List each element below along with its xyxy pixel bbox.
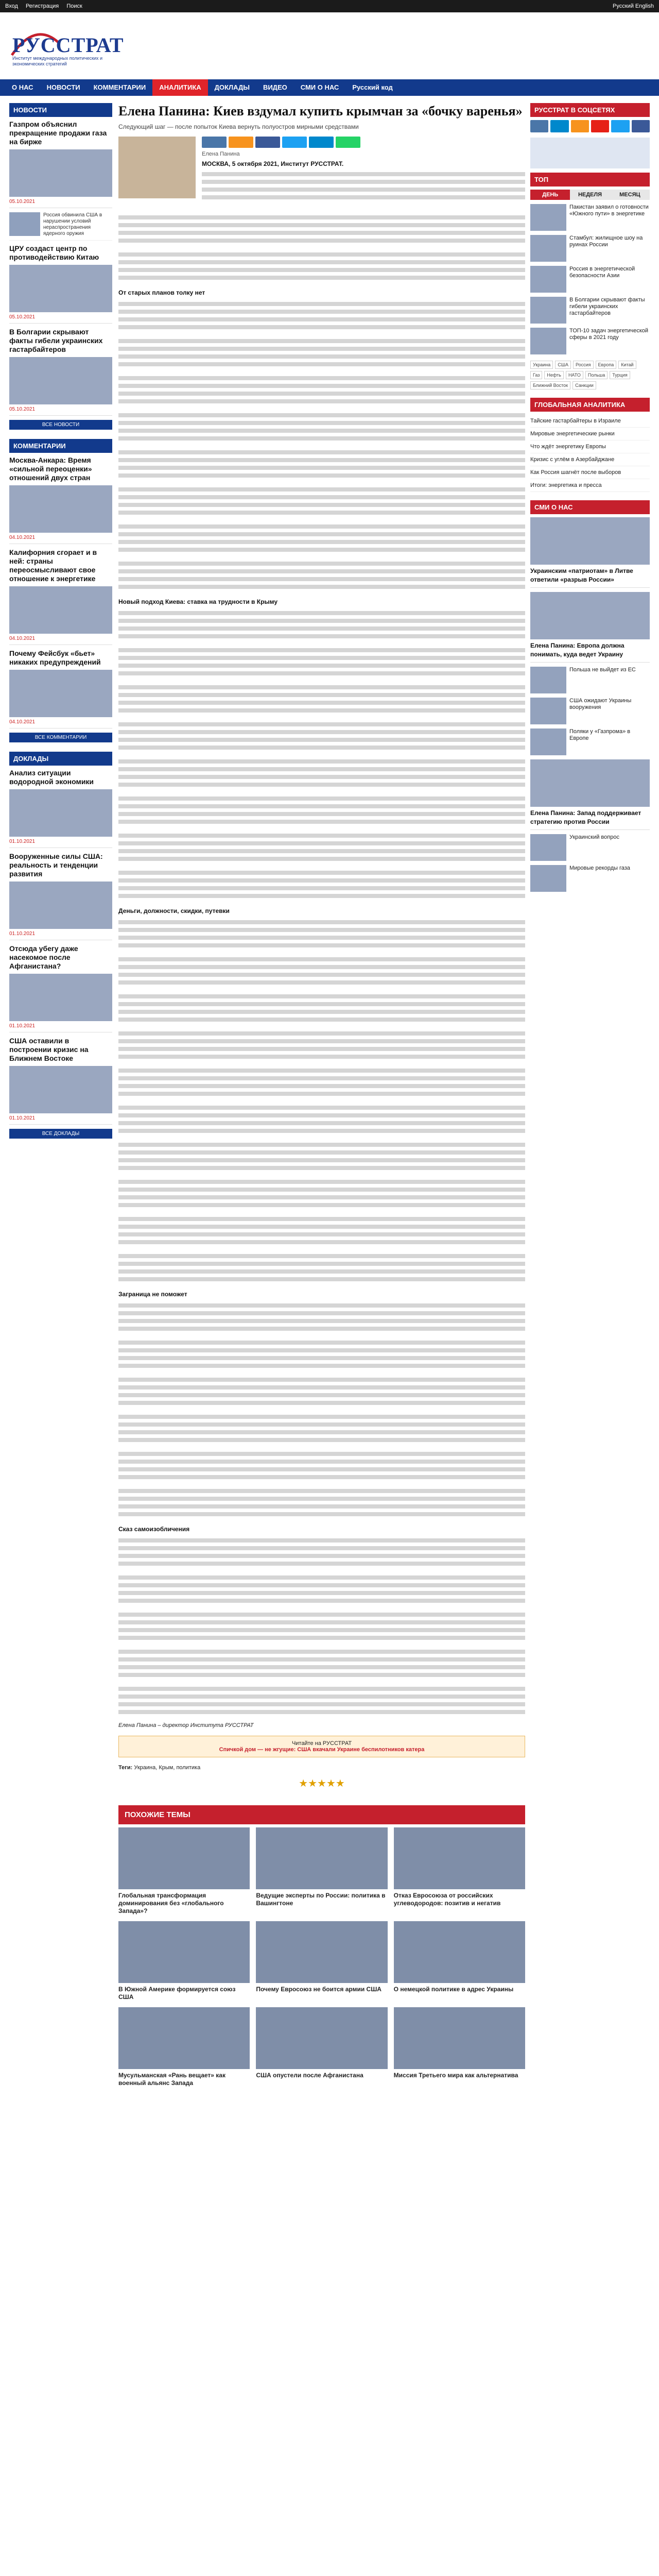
thumbnail	[530, 235, 566, 262]
top-item[interactable]	[530, 204, 650, 231]
left-column	[9, 103, 112, 1148]
tags-label: Теги:	[118, 1765, 133, 1771]
card-title[interactable]: Ведущие эксперты по России: политика в Вашингтоне	[256, 1892, 386, 1907]
nav-analytics[interactable]: АНАЛИТИКА	[152, 79, 207, 96]
news-date: 05.10.2021	[9, 406, 36, 412]
comment-item[interactable]	[9, 649, 112, 728]
news-title[interactable]: Газпром объяснил прекращение продажи газа на бирже	[9, 120, 107, 146]
similar-card[interactable]	[118, 2007, 250, 2087]
author-box	[118, 137, 525, 208]
media-image[interactable]	[530, 759, 650, 807]
tag[interactable]: США	[555, 361, 571, 369]
thumbnail	[530, 698, 566, 724]
tag[interactable]: Нефть	[544, 371, 564, 379]
tab-month[interactable]: МЕСЯЦ	[610, 190, 650, 200]
report-date: 01.10.2021	[9, 1023, 36, 1029]
paragraph	[118, 1030, 525, 1061]
card-title[interactable]: Отказ Евросоюза от российских углеводородов: позитив и негатив	[393, 1892, 501, 1907]
news-date: 05.10.2021	[9, 314, 36, 320]
subheading: От старых планов толку нет	[118, 289, 205, 296]
top-item-title[interactable]: Россия в энергетической безопасности Азии	[569, 266, 635, 279]
top-item-title[interactable]: В Болгарии скрывают факты гибели украинских гастарбайтеров	[569, 297, 645, 316]
top-bar	[0, 0, 659, 12]
telegram-icon[interactable]	[550, 120, 568, 132]
media-item[interactable]	[530, 865, 650, 892]
media-title[interactable]: Украинским «патриотам» в Литве ответили «разрыв России»	[530, 567, 633, 583]
list-item[interactable]: Итоги: энергетика и пресса	[530, 479, 650, 492]
card-image[interactable]	[394, 1921, 525, 1983]
card-image[interactable]	[118, 1827, 250, 1889]
ad-banner[interactable]	[530, 138, 650, 168]
paragraph	[118, 1487, 525, 1518]
news-item[interactable]	[9, 120, 112, 208]
thumbnail	[530, 667, 566, 693]
social-links	[530, 120, 650, 132]
tag[interactable]: НАТО	[566, 371, 583, 379]
paragraph	[118, 486, 525, 517]
card-image[interactable]	[118, 2007, 250, 2069]
news-title[interactable]: В Болгарии скрывают факты гибели украинских гастарбайтеров	[9, 328, 103, 353]
logo[interactable]: РУССТРАТ	[12, 33, 124, 57]
news-item[interactable]	[9, 244, 112, 324]
report-title[interactable]: Отсюда убегу даже насекомое после Афганистана?	[9, 944, 78, 970]
login-link[interactable]: Вход	[5, 3, 18, 9]
twitter-icon[interactable]	[611, 120, 629, 132]
top-item-title[interactable]: Пакистан заявил о готовности «Южного пути» в энергетике	[569, 204, 649, 217]
comment-image[interactable]	[9, 670, 112, 717]
reports-heading[interactable]: ДОКЛАДЫ	[9, 752, 112, 766]
paragraph	[118, 1450, 525, 1481]
tags-list[interactable]: Украина, Крым, политика	[134, 1765, 201, 1771]
card-title[interactable]: Почему Евросоюз не боится армии США	[256, 1986, 381, 1993]
fb-share-icon[interactable]	[255, 137, 280, 148]
nav-russian-code[interactable]: Русский код	[352, 83, 393, 91]
report-image[interactable]	[9, 1066, 112, 1113]
report-title[interactable]: США оставили в построении кризис на Ближнем Востоке	[9, 1037, 89, 1062]
card-image[interactable]	[118, 1921, 250, 1983]
nav-news[interactable]: НОВОСТИ	[46, 83, 80, 91]
language-switch[interactable]: Русский English	[613, 3, 654, 9]
comment-image[interactable]	[9, 485, 112, 533]
signature: Елена Панина – директор Института РУССТРАТ	[118, 1722, 254, 1728]
paragraph	[118, 758, 525, 789]
author-photo	[118, 137, 196, 198]
report-title[interactable]: Вооруженные силы США: реальность и тенденции развития	[9, 852, 103, 878]
paragraph	[118, 684, 525, 715]
similar-card[interactable]	[118, 1921, 250, 2001]
media-title[interactable]: Мировые рекорды газа	[569, 865, 630, 871]
media-heading: СМИ О НАС	[530, 500, 650, 514]
tag[interactable]: Европа	[596, 361, 617, 369]
paragraph	[118, 956, 525, 987]
paragraph	[118, 721, 525, 752]
paragraph	[118, 560, 525, 591]
share-buttons	[202, 137, 525, 148]
paragraph	[118, 214, 525, 245]
thumbnail	[9, 212, 40, 236]
paragraph	[202, 171, 525, 201]
report-image[interactable]	[9, 974, 112, 1021]
paragraph	[118, 449, 525, 480]
subheading: Новый подход Киева: ставка на трудности в Крыму	[118, 598, 278, 605]
thumbnail	[530, 728, 566, 755]
paragraph	[118, 1413, 525, 1444]
paragraph	[118, 375, 525, 405]
card-image[interactable]	[256, 2007, 387, 2069]
paragraph	[118, 1215, 525, 1246]
paragraph	[118, 795, 525, 826]
thumbnail	[530, 328, 566, 354]
nav-comments[interactable]: КОММЕНТАРИИ	[93, 83, 146, 91]
ok-icon[interactable]	[571, 120, 589, 132]
thumbnail	[530, 865, 566, 892]
article	[118, 103, 525, 2087]
media-item[interactable]	[530, 759, 650, 830]
tab-day[interactable]: ДЕНЬ	[530, 190, 570, 200]
top-item[interactable]	[530, 266, 650, 293]
card-title[interactable]: В Южной Америке формируется союз США	[118, 1986, 236, 2001]
similar-grid	[118, 1827, 525, 2087]
tag[interactable]: Польша	[585, 371, 608, 379]
subheading: Заграница не поможет	[118, 1291, 187, 1298]
paragraph	[118, 337, 525, 368]
paragraph	[118, 1685, 525, 1716]
top-item-title[interactable]: Стамбул: жилищное шоу на руинах России	[569, 235, 643, 248]
list-item[interactable]: Как Россия шагнёт после выборов	[530, 466, 650, 479]
card-title[interactable]: Мусульманская «Рань вещает» как военный альянс Запада	[118, 2072, 226, 2087]
nav-video[interactable]: ВИДЕО	[263, 83, 287, 91]
news-title[interactable]: ЦРУ создаст центр по противодействию Китаю	[9, 244, 99, 261]
report-image[interactable]	[9, 882, 112, 929]
similar-card[interactable]	[256, 1921, 387, 2001]
rating-stars[interactable]: ★★★★★	[299, 1778, 345, 1789]
subheading: Деньги, должности, скидки, путевки	[118, 907, 230, 914]
thumbnail	[530, 834, 566, 861]
all-news-button[interactable]: ВСЕ НОВОСТИ	[9, 420, 112, 430]
media-title[interactable]: Елена Панина: Европа должна понимать, куда ведет Украину	[530, 642, 625, 658]
ok-share-icon[interactable]	[229, 137, 253, 148]
similar-section	[118, 1805, 525, 2087]
paragraph	[118, 993, 525, 1024]
report-item[interactable]	[9, 769, 112, 848]
report-item[interactable]	[9, 1037, 112, 1125]
similar-card[interactable]	[256, 1827, 387, 1915]
media-title[interactable]: Поляки у «Газпрома» в Европе	[569, 728, 631, 741]
article-dateline: МОСКВА, 5 октября 2021, Институт РУССТРАТ.	[202, 160, 344, 167]
paragraph	[118, 919, 525, 950]
article-title: Елена Панина: Киев вздумал купить крымчан за «бочку варенья»	[118, 104, 523, 118]
comment-date: 04.10.2021	[9, 636, 36, 641]
report-date: 01.10.2021	[9, 931, 36, 937]
media-item[interactable]	[530, 698, 650, 724]
paragraph	[118, 1574, 525, 1605]
media-image[interactable]	[530, 517, 650, 565]
logo-tagline: Институт международных политических и экономических стратегий	[12, 56, 103, 66]
card-title[interactable]: Миссия Третьего мира как альтернатива	[393, 2072, 518, 2079]
comment-title[interactable]: Почему Фейсбук «бьет» никаких предупреждений	[9, 649, 101, 666]
media-title[interactable]: США ожидают Украины вооружения	[569, 698, 632, 710]
paragraph	[118, 251, 525, 282]
news-date: 05.10.2021	[9, 199, 36, 205]
report-item[interactable]	[9, 852, 112, 940]
nav-media[interactable]: СМИ О НАС	[300, 83, 339, 91]
card-title[interactable]: Глобальная трансформация доминирования без «глобального Запада»?	[118, 1892, 224, 1914]
all-reports-button[interactable]: ВСЕ ДОКЛАДЫ	[9, 1129, 112, 1139]
top-heading: ТОП	[530, 173, 650, 187]
tag[interactable]: Турция	[610, 371, 630, 379]
paragraph	[118, 869, 525, 900]
register-link[interactable]: Регистрация	[25, 3, 59, 9]
report-title[interactable]: Анализ ситуации водородной экономики	[9, 769, 94, 786]
paragraph	[118, 1376, 525, 1407]
report-image[interactable]	[9, 789, 112, 837]
tag[interactable]: Украина	[530, 361, 553, 369]
news-heading[interactable]: НОВОСТИ	[9, 103, 112, 117]
global-heading: ГЛОБАЛЬНАЯ АНАЛИТИКА	[530, 398, 650, 412]
top-item[interactable]	[530, 297, 650, 324]
twitter-share-icon[interactable]	[282, 137, 307, 148]
list-item[interactable]: Что ждёт энергетику Европы	[530, 440, 650, 453]
media-item[interactable]	[530, 667, 650, 693]
paragraph	[118, 412, 525, 443]
paragraph	[118, 1302, 525, 1333]
paragraph	[118, 1339, 525, 1370]
thumbnail	[530, 297, 566, 324]
news-item[interactable]	[9, 328, 112, 416]
right-column	[530, 103, 650, 896]
vk-share-icon[interactable]	[202, 137, 227, 148]
tag[interactable]: Санкции	[573, 381, 596, 389]
paragraph	[118, 1611, 525, 1642]
subheading: Сказ самоизобличения	[118, 1526, 190, 1533]
main-nav	[0, 79, 659, 96]
comment-image[interactable]	[9, 586, 112, 634]
card-image[interactable]	[256, 1827, 387, 1889]
card-title[interactable]: О немецкой политике в адрес Украины	[393, 1986, 514, 1993]
news-image[interactable]	[9, 149, 112, 197]
tag-cloud	[530, 361, 650, 389]
paragraph	[118, 832, 525, 863]
comment-date: 04.10.2021	[9, 535, 36, 540]
author-name[interactable]: Елена Панина	[202, 151, 240, 157]
facebook-icon[interactable]	[632, 120, 650, 132]
comment-item[interactable]	[9, 548, 112, 645]
top-item[interactable]	[530, 328, 650, 354]
similar-card[interactable]	[256, 2007, 387, 2087]
tag[interactable]: Китай	[618, 361, 636, 369]
search-link[interactable]: Поиск	[66, 3, 82, 9]
whatsapp-share-icon[interactable]	[336, 137, 360, 148]
vk-icon[interactable]	[530, 120, 548, 132]
promo-link[interactable]: Спичкой дом — не жгущие: США вкачали Украине беспилотников катера	[219, 1747, 425, 1753]
card-image[interactable]	[394, 1827, 525, 1889]
list-item[interactable]	[9, 212, 112, 241]
news-title[interactable]: Россия обвинила США в нарушении условий нераспространения ядерного оружия	[43, 212, 102, 236]
promo-label: Читайте на РУССТРАТ	[291, 1740, 352, 1747]
similar-card[interactable]	[394, 1827, 525, 1915]
paragraph	[118, 1537, 525, 1568]
telegram-share-icon[interactable]	[309, 137, 334, 148]
nav-reports[interactable]: ДОКЛАДЫ	[214, 83, 250, 91]
youtube-icon[interactable]	[591, 120, 609, 132]
paragraph	[118, 1648, 525, 1679]
list-item[interactable]: Тайские гастарбайтеры в Израиле	[530, 415, 650, 428]
news-image[interactable]	[9, 265, 112, 312]
all-comments-button[interactable]: ВСЕ КОММЕНТАРИИ	[9, 733, 112, 742]
report-date: 01.10.2021	[9, 1115, 36, 1121]
promo-box[interactable]	[118, 1736, 525, 1757]
media-item[interactable]	[530, 834, 650, 861]
tags-line	[118, 1765, 525, 1771]
news-image[interactable]	[9, 357, 112, 404]
comment-item[interactable]	[9, 456, 112, 544]
card-image[interactable]	[256, 1921, 387, 1983]
media-title[interactable]: Елена Панина: Запад поддерживает стратегию против России	[530, 809, 641, 825]
report-item[interactable]	[9, 944, 112, 1032]
paragraph	[118, 1178, 525, 1209]
report-date: 01.10.2021	[9, 839, 36, 844]
top-item-title[interactable]: ТОП-10 задач энергетической сферы в 2021 году	[569, 328, 649, 341]
paragraph	[118, 1104, 525, 1135]
paragraph	[118, 523, 525, 554]
top-item[interactable]	[530, 235, 650, 262]
card-image[interactable]	[394, 2007, 525, 2069]
comments-heading[interactable]: КОММЕНТАРИИ	[9, 439, 112, 453]
tag[interactable]: Ближний Восток	[530, 381, 570, 389]
similar-card[interactable]	[394, 2007, 525, 2087]
media-image[interactable]	[530, 592, 650, 639]
similar-heading: ПОХОЖИЕ ТЕМЫ	[118, 1805, 525, 1824]
paragraph	[118, 647, 525, 677]
social-heading: РУССТРАТ В СОЦСЕТЯХ	[530, 103, 650, 117]
card-title[interactable]: США опустели после Афганистана	[256, 2072, 363, 2079]
header	[0, 12, 659, 79]
thumbnail	[530, 204, 566, 231]
article-lead: Следующий шаг — после попыток Киева вернуть полуостров мирными средствами	[118, 123, 359, 130]
tag[interactable]: Газ	[530, 371, 542, 379]
comment-date: 04.10.2021	[9, 719, 36, 725]
tab-week[interactable]: НЕДЕЛЯ	[570, 190, 610, 200]
paragraph	[118, 1252, 525, 1283]
paragraph	[118, 1141, 525, 1172]
media-item[interactable]	[530, 517, 650, 588]
comment-title[interactable]: Калифорния сгорает и в ней: страны переосмысливают свое отношение к энергетике	[9, 548, 97, 583]
list-item[interactable]: Кризис с углём в Азербайджане	[530, 453, 650, 466]
list-item[interactable]: Мировые энергетические рынки	[530, 428, 650, 440]
comment-title[interactable]: Москва-Анкара: Время «сильной переоценки» отношений двух стран	[9, 456, 92, 482]
top-tabs	[530, 190, 650, 200]
nav-about[interactable]: О НАС	[12, 83, 33, 91]
similar-card[interactable]	[118, 1827, 250, 1915]
paragraph	[118, 609, 525, 640]
thumbnail	[530, 266, 566, 293]
paragraph	[118, 1067, 525, 1098]
media-item[interactable]	[530, 728, 650, 755]
media-title[interactable]: Украинский вопрос	[569, 834, 619, 840]
media-title[interactable]: Польша не выйдет из ЕС	[569, 667, 636, 673]
paragraph	[118, 300, 525, 331]
media-item[interactable]	[530, 592, 650, 663]
tag[interactable]: Россия	[573, 361, 594, 369]
similar-card[interactable]	[394, 1921, 525, 2001]
